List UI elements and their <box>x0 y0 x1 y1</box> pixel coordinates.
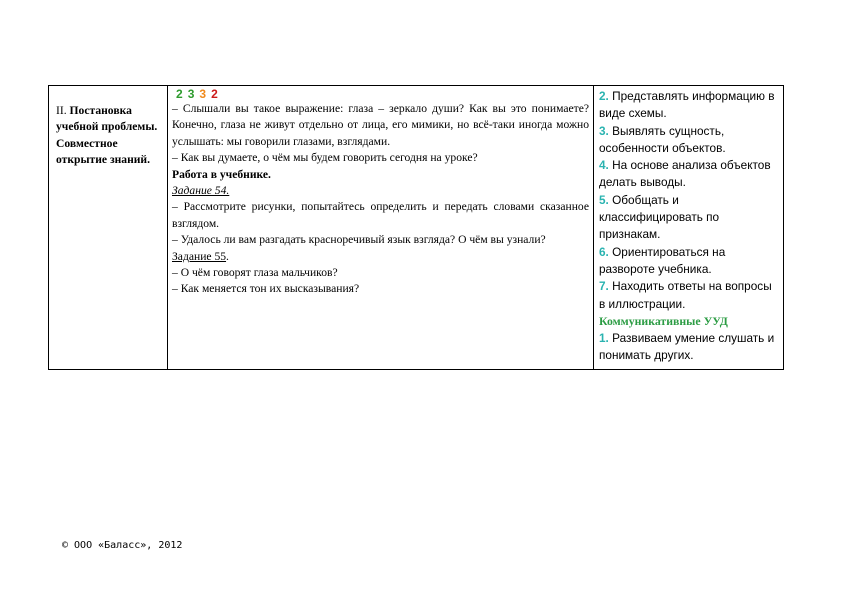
communication-item <box>599 330 779 365</box>
task-55-dot: . <box>226 249 229 263</box>
skill-item <box>599 244 779 279</box>
question-2: – Как вы думаете, о чём мы будем говорить сегодня на уроке? <box>172 151 478 165</box>
task-55-label: Задание 55 <box>172 249 227 263</box>
work-heading: Работа в учебнике. <box>172 167 271 181</box>
question-4: – Удалось ли вам разгадать красноречивый язык взгляда? О чём вы узнали? <box>172 233 546 247</box>
question-5: – О чём говорят глаза мальчиков? <box>172 266 338 280</box>
question-6: – Как меняется тон их высказывания? <box>172 282 360 296</box>
stage-title: Постановка учебной проблемы. Совместное открытие знаний. <box>56 104 158 167</box>
skill-text: Выявлять сущность, особенности объектов. <box>599 123 726 155</box>
skill-item <box>599 192 779 244</box>
mark-2: 3 <box>187 87 195 101</box>
skills-cell <box>594 86 784 370</box>
task-54-label: Задание 54. <box>172 184 230 198</box>
skill-number: 6. <box>599 244 609 259</box>
skill-number: 5. <box>599 192 609 207</box>
table-row <box>49 86 784 370</box>
mark-1: 2 <box>176 87 183 101</box>
communication-heading: Коммуникативные УУД <box>599 313 728 328</box>
skill-number: 2. <box>599 89 609 103</box>
skill-item <box>599 278 779 313</box>
mark-4: 2 <box>211 87 218 101</box>
skill-text: Обобщать и классифицировать по признакам. <box>599 192 720 242</box>
communication-text: Развиваем умение слушать и понимать других. <box>599 331 775 363</box>
communication-number: 1. <box>599 331 609 346</box>
lesson-table <box>48 85 784 370</box>
copyright-footer: © ООО «Баласс», 2012 <box>62 540 183 551</box>
skill-text: Ориентироваться на развороте учебника. <box>599 244 726 276</box>
content-cell <box>168 86 594 370</box>
question-1: – Слышали вы такое выражение: глаза – зеркало души? Как вы это понимаете? Конечно, глаза не живут отдельно от лица, его мимики, но всё-таки иногда можно услышать: мы говорили глазами, взглядами. <box>172 102 589 148</box>
question-3: – Рассмотрите рисунки, попытайтесь определить и передать словами сказанное взглядом. <box>172 200 589 230</box>
marks-row <box>172 87 589 101</box>
stage-cell <box>49 86 168 370</box>
skill-item <box>599 123 779 158</box>
skill-number: 3. <box>599 123 609 138</box>
skill-text: На основе анализа объектов делать выводы. <box>599 158 771 190</box>
stage-number: II. <box>56 104 67 117</box>
skill-item <box>599 157 779 192</box>
mark-3: 3 <box>199 87 207 101</box>
skill-text: Представлять информацию в виде схемы. <box>599 89 775 121</box>
skill-text: Находить ответы на вопросы в иллюстрации. <box>599 279 772 311</box>
skill-number: 7. <box>599 279 609 294</box>
skill-number: 4. <box>599 158 609 173</box>
skill-item <box>599 88 779 123</box>
